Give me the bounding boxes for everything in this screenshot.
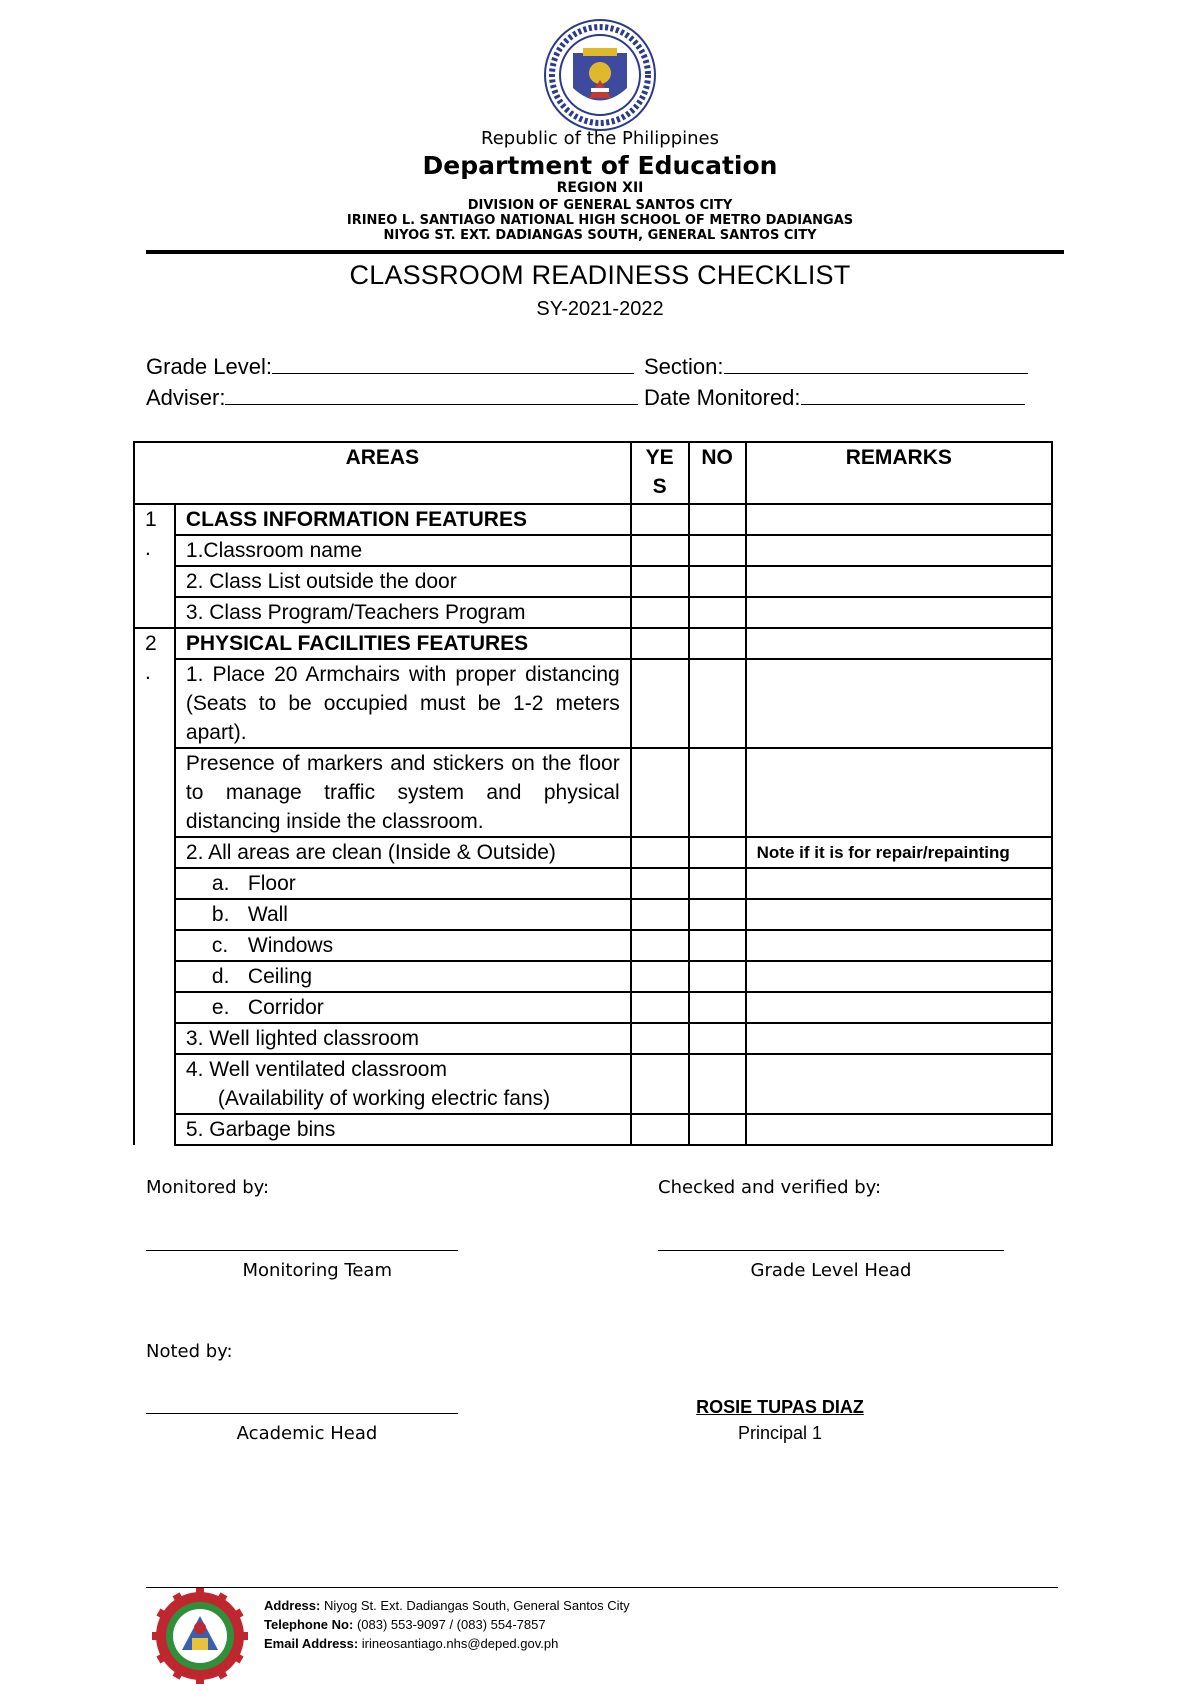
table-row bbox=[134, 504, 1052, 535]
table-row bbox=[134, 1054, 1052, 1114]
remarks-cell[interactable] bbox=[746, 659, 1052, 748]
remarks-cell[interactable] bbox=[746, 535, 1052, 566]
yes-cell[interactable] bbox=[631, 1114, 689, 1145]
yes-cell[interactable] bbox=[631, 930, 689, 961]
table-header-row bbox=[134, 442, 1052, 504]
yes-cell[interactable] bbox=[631, 504, 689, 535]
header-department: Department of Education bbox=[422, 151, 778, 180]
areas-header: AREAS bbox=[134, 442, 631, 504]
no-cell[interactable] bbox=[689, 566, 746, 597]
remarks-cell[interactable] bbox=[746, 868, 1052, 899]
checklist-subitem: e. Corridor bbox=[175, 992, 631, 1023]
principal-position: Principal 1 bbox=[737, 1423, 823, 1443]
grade-level-head-signature-line[interactable] bbox=[658, 1250, 1004, 1251]
remarks-cell[interactable] bbox=[746, 504, 1052, 535]
header-divider bbox=[146, 250, 1064, 254]
footer-address: Address: Niyog St. Ext. Dadiangas South, General Santos City bbox=[264, 1598, 630, 1613]
table-row bbox=[134, 566, 1052, 597]
no-cell[interactable] bbox=[689, 992, 746, 1023]
date-monitored-line[interactable] bbox=[801, 384, 1025, 405]
yes-cell[interactable] bbox=[631, 992, 689, 1023]
table-row bbox=[134, 1023, 1052, 1054]
yes-cell[interactable] bbox=[631, 566, 689, 597]
no-cell[interactable] bbox=[689, 535, 746, 566]
remarks-cell[interactable] bbox=[746, 748, 1052, 837]
principal-name: ROSIE TUPAS DIAZ bbox=[696, 1397, 864, 1417]
header-school: IRINEO L. SANTIAGO NATIONAL HIGH SCHOOL OF METRO DADIANGAS bbox=[346, 213, 854, 228]
section-2-number: 2 . bbox=[134, 628, 175, 1145]
table-row bbox=[134, 930, 1052, 961]
yes-cell[interactable] bbox=[631, 961, 689, 992]
remarks-cell[interactable] bbox=[746, 628, 1052, 659]
yes-header: YE S bbox=[631, 442, 689, 504]
remarks-cell[interactable] bbox=[746, 566, 1052, 597]
remarks-cell[interactable] bbox=[746, 899, 1052, 930]
deped-seal-logo bbox=[543, 18, 657, 132]
section-1-title: CLASS INFORMATION FEATURES bbox=[175, 504, 631, 535]
monitoring-team-label: Monitoring Team bbox=[242, 1260, 392, 1281]
table-row bbox=[134, 868, 1052, 899]
yes-cell[interactable] bbox=[631, 535, 689, 566]
checklist-item: Presence of markers and stickers on the floor to manage traffic system and physical distancing inside the classroom. bbox=[175, 748, 631, 837]
table-row bbox=[134, 899, 1052, 930]
date-monitored-field bbox=[644, 384, 1025, 411]
no-cell[interactable] bbox=[689, 597, 746, 628]
no-cell[interactable] bbox=[689, 930, 746, 961]
no-cell[interactable] bbox=[689, 899, 746, 930]
academic-head-signature-line[interactable] bbox=[146, 1413, 458, 1414]
table-row bbox=[134, 659, 1052, 748]
table-row bbox=[134, 1114, 1052, 1145]
checklist-item: 1. Place 20 Armchairs with proper distancing (Seats to be occupied must be 1-2 meters apart). bbox=[175, 659, 631, 748]
adviser-label: Adviser: bbox=[146, 385, 226, 410]
remarks-cell[interactable] bbox=[746, 930, 1052, 961]
checklist-item: 5. Garbage bins bbox=[175, 1114, 631, 1145]
remarks-cell[interactable] bbox=[746, 1054, 1052, 1114]
grade-level-line[interactable] bbox=[272, 353, 634, 374]
remarks-cell[interactable] bbox=[746, 1114, 1052, 1145]
yes-cell[interactable] bbox=[631, 868, 689, 899]
section-label: Section: bbox=[644, 354, 724, 379]
remarks-header: REMARKS bbox=[746, 442, 1052, 504]
remarks-cell[interactable] bbox=[746, 597, 1052, 628]
no-cell[interactable] bbox=[689, 628, 746, 659]
page-title: CLASSROOM READINESS CHECKLIST bbox=[349, 260, 851, 290]
no-cell[interactable] bbox=[689, 1114, 746, 1145]
checklist-item: 2. All areas are clean (Inside & Outside) bbox=[175, 837, 631, 868]
table-row bbox=[134, 748, 1052, 837]
yes-cell[interactable] bbox=[631, 628, 689, 659]
section-field bbox=[644, 353, 1028, 380]
yes-cell[interactable] bbox=[631, 748, 689, 837]
school-seal-logo bbox=[152, 1588, 248, 1684]
academic-head-label: Academic Head bbox=[236, 1423, 378, 1444]
section-1-number: 1 . bbox=[134, 504, 175, 628]
checklist-item: 3. Class Program/Teachers Program bbox=[175, 597, 631, 628]
yes-cell[interactable] bbox=[631, 899, 689, 930]
checklist-subitem: b. Wall bbox=[175, 899, 631, 930]
noted-by-label: Noted by: bbox=[146, 1341, 233, 1362]
checklist-item: 2. Class List outside the door bbox=[175, 566, 631, 597]
header-division: DIVISION OF GENERAL SANTOS CITY bbox=[467, 198, 733, 213]
no-cell[interactable] bbox=[689, 1023, 746, 1054]
no-cell[interactable] bbox=[689, 659, 746, 748]
grade-level-field bbox=[146, 353, 634, 380]
yes-cell[interactable] bbox=[631, 1023, 689, 1054]
grade-level-head-label: Grade Level Head bbox=[750, 1260, 912, 1281]
checklist-item: 1.Classroom name bbox=[175, 535, 631, 566]
table-row bbox=[134, 837, 1052, 868]
no-cell[interactable] bbox=[689, 504, 746, 535]
adviser-field bbox=[146, 384, 638, 411]
remarks-cell[interactable] bbox=[746, 992, 1052, 1023]
monitored-by-label: Monitored by: bbox=[146, 1177, 270, 1198]
checklist-table bbox=[133, 441, 1053, 1146]
section-2-title: PHYSICAL FACILITIES FEATURES bbox=[175, 628, 631, 659]
checklist-subitem: c. Windows bbox=[175, 930, 631, 961]
no-cell[interactable] bbox=[689, 1054, 746, 1114]
header-region: REGION XII bbox=[556, 180, 644, 196]
no-cell[interactable] bbox=[689, 748, 746, 837]
no-cell[interactable] bbox=[689, 961, 746, 992]
no-cell[interactable] bbox=[689, 837, 746, 868]
date-monitored-label: Date Monitored: bbox=[644, 385, 801, 410]
table-row bbox=[134, 992, 1052, 1023]
grade-level-label: Grade Level: bbox=[146, 354, 272, 379]
table-row bbox=[134, 597, 1052, 628]
yes-cell[interactable] bbox=[631, 597, 689, 628]
school-year: SY-2021-2022 bbox=[536, 298, 664, 320]
footer-telephone: Telephone No: (083) 553-9097 / (083) 554-7857 bbox=[264, 1617, 546, 1632]
checklist-subitem: a. Floor bbox=[175, 868, 631, 899]
adviser-line[interactable] bbox=[225, 384, 638, 405]
checklist-subitem: d. Ceiling bbox=[175, 961, 631, 992]
footer-email: Email Address: irineosantiago.nhs@deped.gov.ph bbox=[264, 1636, 559, 1651]
remarks-cell[interactable] bbox=[746, 961, 1052, 992]
no-header: NO bbox=[689, 442, 746, 504]
remarks-cell[interactable] bbox=[746, 1023, 1052, 1054]
table-row bbox=[134, 961, 1052, 992]
checklist-item: 4. Well ventilated classroom (Availability of working electric fans) bbox=[175, 1054, 631, 1114]
table-row bbox=[134, 628, 1052, 659]
monitoring-team-signature-line[interactable] bbox=[146, 1250, 458, 1251]
footer-divider bbox=[146, 1587, 1058, 1588]
checked-by-label: Checked and verified by: bbox=[658, 1177, 882, 1198]
no-cell[interactable] bbox=[689, 868, 746, 899]
remarks-note: Note if it is for repair/repainting bbox=[746, 837, 1052, 868]
section-line[interactable] bbox=[724, 353, 1028, 374]
table-row bbox=[134, 535, 1052, 566]
yes-cell[interactable] bbox=[631, 837, 689, 868]
header-republic: Republic of the Philippines bbox=[481, 128, 719, 149]
header-address: NIYOG ST. EXT. DADIANGAS SOUTH, GENERAL SANTOS CITY bbox=[383, 228, 817, 243]
yes-cell[interactable] bbox=[631, 1054, 689, 1114]
checklist-item: 3. Well lighted classroom bbox=[175, 1023, 631, 1054]
yes-cell[interactable] bbox=[631, 659, 689, 748]
